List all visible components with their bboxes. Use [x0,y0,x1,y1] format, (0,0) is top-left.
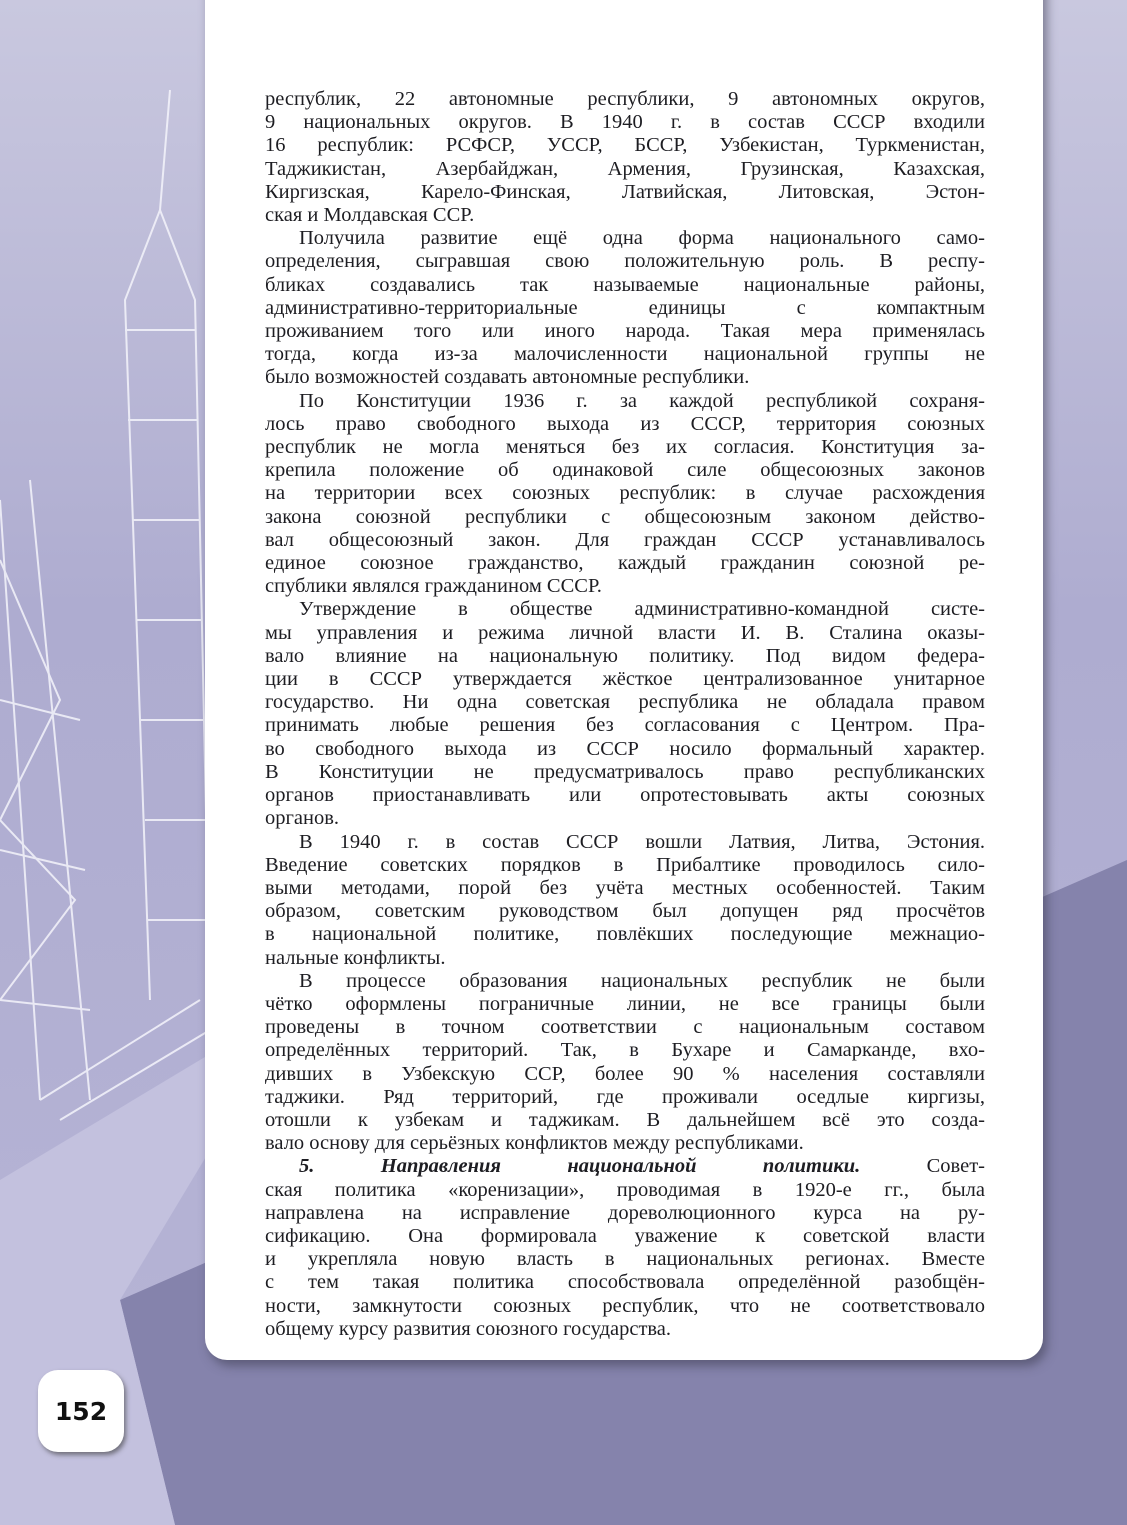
line-text: ности, замкнутости союзных республик, что не соответствовало [265,1294,985,1317]
text-line [265,366,985,389]
line-text: вало основу для серьёзных конфликтов между республиками. [265,1132,804,1155]
text-line [265,1179,985,1202]
line-text: крепила положение об одинаковой силе общесоюзных законов [265,459,985,482]
line-text: бликах создавались так называемые национальные районы, [265,273,985,296]
line-text: нальные конфликты. [265,946,446,969]
page-number: 152 [38,1370,124,1452]
text-line [265,900,985,923]
text-line [265,714,985,737]
line-text: образом, советским руководством был допущен ряд просчётов [265,900,985,923]
line-text: По Конституции 1936 г. за каждой республикой сохраня- [299,389,985,412]
line-text: лось право свободного выхода из СССР, территория союзных [265,412,985,435]
text-line [265,1202,985,1225]
text-line [265,877,985,900]
text-line [265,459,985,482]
line-text: принимать любые решения без согласования с Центром. Пра- [265,714,985,737]
text-line [265,807,985,830]
line-text: определённых территорий. Так, в Бухаре и Самарканде, вхо- [265,1039,985,1062]
line-text: Совет- [860,1155,985,1178]
text-line [265,111,985,134]
text-line [265,1063,985,1086]
text-line [265,668,985,691]
paragraph [265,88,985,227]
text-line [265,529,985,552]
line-text: ская и Молдавская ССР. [265,204,475,227]
line-text: республик не могла меняться без их согласия. Конституция за- [265,436,985,459]
line-text: проживанием того или иного народа. Такая мера применялась [265,320,985,343]
text-line [265,947,985,970]
text-line [265,134,985,157]
line-text: органов. [265,807,340,830]
line-text: спублики являлся гражданином СССР. [265,575,602,598]
line-text: чётко оформлены пограничные линии, не все границы были [265,992,985,1015]
line-text: общему курсу развития союзного государства. [265,1317,672,1340]
text-line [265,552,985,575]
line-text: Введение советских порядков в Прибалтике проводилось сило- [265,853,985,876]
text-line [265,204,985,227]
text-line [265,1132,985,1155]
line-text: 9 национальных округов. В 1940 г. в состав СССР входили [265,111,985,134]
text-line [265,390,985,413]
line-text: выми методами, порой без учёта местных особенностей. Таким [265,876,985,899]
text-line [265,88,985,111]
text-line [265,158,985,181]
line-text: с тем такая политика способствовала определённой разобщён- [265,1271,985,1294]
text-line [265,831,985,854]
text-line [265,1086,985,1109]
text-line [265,854,985,877]
line-text: сификацию. Она формировала уважение к советской власти [265,1224,985,1247]
rocket-icon [0,90,210,1120]
text-line [265,274,985,297]
text-line [265,482,985,505]
text-line [265,784,985,807]
text-line [265,1109,985,1132]
line-text: отошли к узбекам и таджикам. В дальнейшем всё это созда- [265,1108,985,1131]
text-line [265,923,985,946]
text-line [265,645,985,668]
line-text: республик, 22 автономные республики, 9 автономных округов, [265,88,985,110]
paragraph [265,390,985,599]
text-line [265,1016,985,1039]
line-text: было возможностей создавать автономные республики. [265,366,750,389]
line-text: дивших в Узбекскую ССР, более 90 % населения составляли [265,1062,985,1085]
line-text: Утверждение в обществе административно-командной систе- [299,598,985,621]
line-text: в национальной политике, повлёкших последующие межнацио- [265,923,985,946]
text-line [265,1248,985,1271]
text-line [265,413,985,436]
text-line [265,993,985,1016]
line-text: вал общесоюзный закон. Для граждан СССР устанавливалось [265,528,985,551]
line-text: таджики. Ряд территорий, где проживали оседлые киргизы, [265,1085,985,1108]
line-text: Таджикистан, Азербайджан, Армения, Грузинская, Казахская, [265,157,985,180]
text-line [265,1155,985,1178]
paragraph [265,227,985,389]
line-text: единое союзное гражданство, каждый гражданин союзной ре- [265,552,985,575]
text-line [265,297,985,320]
text-line [265,181,985,204]
line-text: В Конституции не предусматривалось право республиканских [265,760,985,783]
text-line [265,1318,985,1341]
paragraph [265,598,985,830]
paragraph [265,1155,985,1341]
line-text: В процессе образования национальных республик не были [299,969,985,992]
text-line [265,598,985,621]
line-text: направлена на исправление дореволюционного курса на ру- [265,1201,985,1224]
line-text: закона союзной республики с общесоюзным законом действо- [265,505,985,528]
line-text: и укрепляла новую власть в национальных регионах. Вместе [265,1248,985,1271]
body-text [265,88,985,1341]
line-text: В 1940 г. в состав СССР вошли Латвия, Литва, Эстония. [299,830,985,853]
text-line [265,320,985,343]
section-heading: 5. Направления национальной политики. [299,1155,861,1178]
text-line [265,1039,985,1062]
line-text: Получила развитие ещё одна форма национального само- [299,227,985,250]
text-line [265,575,985,598]
line-text: проведены в точном соответствии с национальным составом [265,1016,985,1039]
text-line [265,506,985,529]
line-text: ская политика «коренизации», проводимая в 1920-е гг., была [265,1178,985,1201]
paragraph [265,970,985,1156]
text-line [265,1225,985,1248]
line-text: ции в СССР утверждается жёсткое централизованное унитарное [265,668,985,691]
line-text: мы управления и режима личной власти И. В. Сталина оказы- [265,621,985,644]
paragraph [265,831,985,970]
line-text: определения, сыгравшая свою положительную роль. В респу- [265,250,985,273]
text-line [265,1271,985,1294]
text-line [265,738,985,761]
line-text: на территории всех союзных республик: в случае расхождения [265,482,985,505]
text-line [265,622,985,645]
line-text: 16 республик: РСФСР, УССР, БССР, Узбекистан, Туркменистан, [265,134,985,157]
text-line [265,227,985,250]
line-text: государство. Ни одна советская республика не обладала правом [265,691,985,714]
text-line [265,691,985,714]
line-text: Киргизская, Карело-Финская, Латвийская, Литовская, Эстон- [265,180,985,203]
text-line [265,1295,985,1318]
line-text: во свободного выхода из СССР носило формальный характер. [265,737,985,760]
text-line [265,343,985,366]
line-text: тогда, когда из-за малочисленности национальной группы не [265,343,985,366]
text-line [265,761,985,784]
text-line [265,436,985,459]
text-line [265,250,985,273]
line-text: административно-территориальные единицы с компактным [265,296,985,319]
line-text: вало влияние на национальную политику. Под видом федера- [265,644,985,667]
text-line [265,970,985,993]
line-text: органов приостанавливать или опротестовывать акты союзных [265,784,985,807]
